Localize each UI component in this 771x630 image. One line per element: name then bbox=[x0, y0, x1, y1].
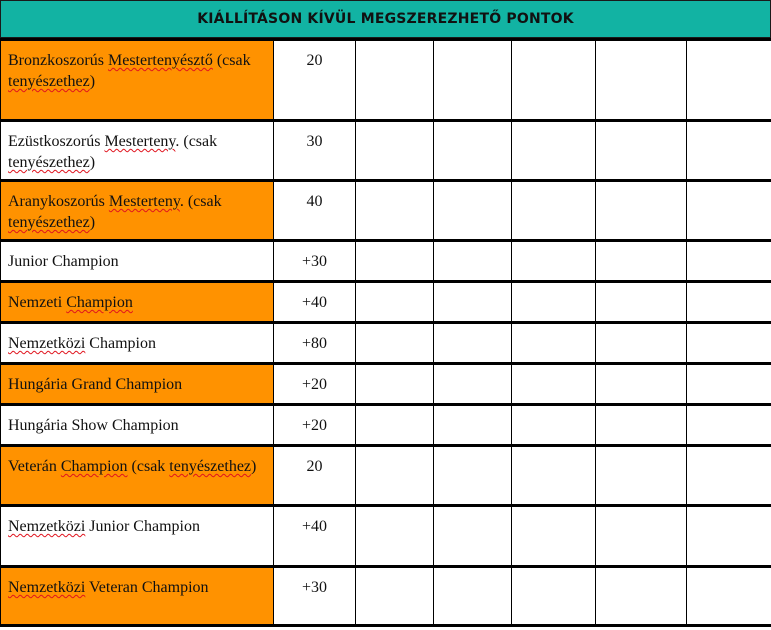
empty-cell[interactable] bbox=[596, 567, 687, 626]
empty-cell[interactable] bbox=[512, 323, 596, 364]
title-text: Hungária Grand Champion bbox=[8, 376, 183, 393]
empty-cell[interactable] bbox=[687, 323, 771, 364]
sheet-title: KIÁLLÍTÁSON KÍVÜL MEGSZEREZHETŐ PONTOK bbox=[0, 0, 771, 38]
table-row bbox=[1, 121, 771, 181]
empty-cell[interactable] bbox=[356, 506, 434, 567]
empty-cell[interactable] bbox=[687, 506, 771, 567]
empty-cell[interactable] bbox=[434, 567, 512, 626]
title-text: (csak bbox=[127, 458, 170, 475]
empty-cell[interactable] bbox=[687, 241, 771, 282]
empty-cell[interactable] bbox=[596, 121, 687, 181]
spellcheck-word: Nemzetközi bbox=[8, 518, 86, 535]
title-text: (csak bbox=[212, 52, 251, 69]
spellcheck-word: tenyészethez bbox=[8, 73, 90, 90]
empty-cell[interactable] bbox=[512, 506, 596, 567]
spellcheck-word: Nemzetközi bbox=[8, 579, 86, 596]
empty-cell[interactable] bbox=[687, 282, 771, 323]
empty-cell[interactable] bbox=[687, 181, 771, 241]
title-text: ) bbox=[89, 73, 96, 90]
points-cell: +80 bbox=[274, 323, 356, 364]
title-text: ) bbox=[89, 154, 96, 171]
spellcheck-word: tenyészethez bbox=[8, 154, 90, 171]
empty-cell[interactable] bbox=[434, 121, 512, 181]
title-text: Ezüstkoszorús bbox=[8, 133, 105, 150]
points-cell: 30 bbox=[274, 121, 356, 181]
empty-cell[interactable] bbox=[512, 405, 596, 446]
empty-cell[interactable] bbox=[434, 282, 512, 323]
empty-cell[interactable] bbox=[512, 567, 596, 626]
table-row bbox=[1, 364, 771, 405]
title-cell bbox=[1, 323, 274, 364]
empty-cell[interactable] bbox=[434, 40, 512, 121]
title-cell bbox=[1, 282, 274, 323]
empty-cell[interactable] bbox=[687, 40, 771, 121]
title-text: Junior Champion bbox=[8, 253, 119, 270]
empty-cell[interactable] bbox=[687, 446, 771, 506]
points-cell: 40 bbox=[274, 181, 356, 241]
empty-cell[interactable] bbox=[356, 567, 434, 626]
empty-cell[interactable] bbox=[356, 364, 434, 405]
spellcheck-word: Nemzetközi bbox=[8, 335, 86, 352]
empty-cell[interactable] bbox=[356, 282, 434, 323]
empty-cell[interactable] bbox=[596, 506, 687, 567]
table-row bbox=[1, 506, 771, 567]
points-cell: +30 bbox=[274, 241, 356, 282]
title-cell bbox=[1, 567, 274, 626]
title-cell bbox=[1, 405, 274, 446]
empty-cell[interactable] bbox=[356, 40, 434, 121]
title-text: Hungária Show Champion bbox=[8, 417, 179, 434]
empty-cell[interactable] bbox=[356, 446, 434, 506]
empty-cell[interactable] bbox=[434, 364, 512, 405]
empty-cell[interactable] bbox=[434, 323, 512, 364]
title-text: Junior Champion bbox=[85, 518, 200, 535]
empty-cell[interactable] bbox=[512, 121, 596, 181]
empty-cell[interactable] bbox=[434, 506, 512, 567]
empty-cell[interactable] bbox=[596, 282, 687, 323]
title-text: Veteran Champion bbox=[85, 579, 209, 596]
table-row bbox=[1, 40, 771, 121]
empty-cell[interactable] bbox=[687, 405, 771, 446]
spellcheck-word: Mesterteny bbox=[108, 193, 180, 210]
empty-cell[interactable] bbox=[356, 121, 434, 181]
spellcheck-word: tenyészethez bbox=[8, 214, 90, 231]
empty-cell[interactable] bbox=[512, 446, 596, 506]
title-cell bbox=[1, 40, 274, 121]
spellcheck-word: Champion bbox=[60, 458, 128, 475]
title-text: Champion bbox=[85, 335, 156, 352]
points-cell: +40 bbox=[274, 282, 356, 323]
empty-cell[interactable] bbox=[596, 364, 687, 405]
title-cell bbox=[1, 364, 274, 405]
title-text: . (csak bbox=[175, 133, 218, 150]
points-cell: 20 bbox=[274, 40, 356, 121]
table-row bbox=[1, 181, 771, 241]
empty-cell[interactable] bbox=[596, 181, 687, 241]
empty-cell[interactable] bbox=[512, 181, 596, 241]
table-row bbox=[1, 405, 771, 446]
spellcheck-word: Mestertenyésztő bbox=[107, 52, 213, 69]
empty-cell[interactable] bbox=[512, 40, 596, 121]
table-row bbox=[1, 282, 771, 323]
points-cell: +40 bbox=[274, 506, 356, 567]
points-table bbox=[0, 38, 771, 627]
empty-cell[interactable] bbox=[596, 323, 687, 364]
empty-cell[interactable] bbox=[596, 405, 687, 446]
empty-cell[interactable] bbox=[434, 181, 512, 241]
title-text: Veterán bbox=[8, 458, 61, 475]
empty-cell[interactable] bbox=[434, 405, 512, 446]
empty-cell[interactable] bbox=[512, 364, 596, 405]
empty-cell[interactable] bbox=[596, 40, 687, 121]
empty-cell[interactable] bbox=[356, 405, 434, 446]
empty-cell[interactable] bbox=[596, 446, 687, 506]
empty-cell[interactable] bbox=[512, 282, 596, 323]
title-text: Aranykoszorús bbox=[8, 193, 109, 210]
title-cell bbox=[1, 446, 274, 506]
points-cell: +30 bbox=[274, 567, 356, 626]
spellcheck-word: Mesterteny bbox=[104, 133, 176, 150]
spellcheck-word: tenyészethez bbox=[169, 458, 252, 475]
empty-cell[interactable] bbox=[356, 323, 434, 364]
points-cell: +20 bbox=[274, 364, 356, 405]
title-cell bbox=[1, 121, 274, 181]
empty-cell[interactable] bbox=[356, 181, 434, 241]
spellcheck-word: Champion bbox=[66, 294, 133, 311]
empty-cell[interactable] bbox=[687, 121, 771, 181]
table-row bbox=[1, 446, 771, 506]
empty-cell[interactable] bbox=[687, 567, 771, 626]
points-cell: 20 bbox=[274, 446, 356, 506]
title-text: Nemzeti bbox=[8, 294, 67, 311]
title-text: ) bbox=[251, 458, 257, 475]
table-row bbox=[1, 241, 771, 282]
table-row bbox=[1, 567, 771, 626]
title-text: ) bbox=[89, 214, 96, 231]
empty-cell[interactable] bbox=[434, 446, 512, 506]
table-row bbox=[1, 323, 771, 364]
title-text: . (csak bbox=[179, 193, 222, 210]
title-cell bbox=[1, 181, 274, 241]
empty-cell[interactable] bbox=[512, 241, 596, 282]
empty-cell[interactable] bbox=[356, 241, 434, 282]
title-cell bbox=[1, 241, 274, 282]
title-cell bbox=[1, 506, 274, 567]
title-text: Bronzkoszorús bbox=[8, 52, 108, 69]
empty-cell[interactable] bbox=[434, 241, 512, 282]
points-cell: +20 bbox=[274, 405, 356, 446]
empty-cell[interactable] bbox=[687, 364, 771, 405]
empty-cell[interactable] bbox=[596, 241, 687, 282]
